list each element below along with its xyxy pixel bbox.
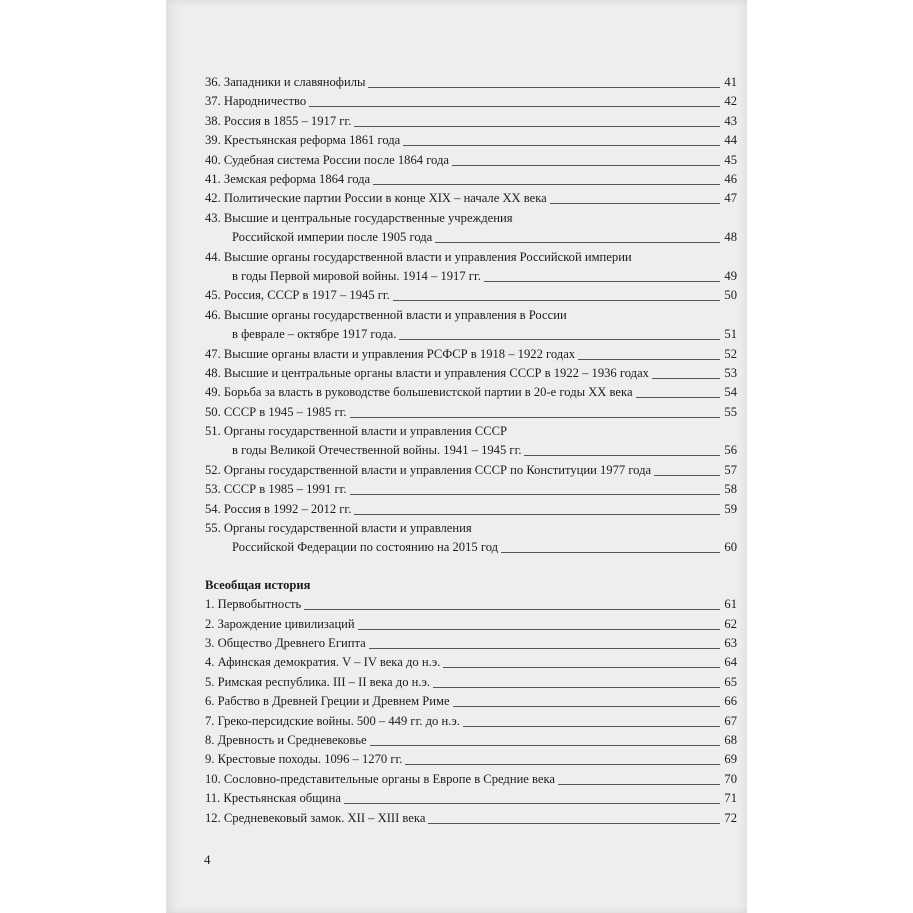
toc-entry (205, 92, 737, 111)
toc-entry-title: 51. Органы государственной власти и управления СССР (205, 424, 508, 439)
toc-leader-line (405, 750, 720, 765)
toc-entry-title: 11. Крестьянская община (205, 791, 341, 806)
toc-entry (205, 750, 737, 769)
toc-entry-page: 46 (724, 171, 737, 186)
toc-leader-line (393, 286, 720, 301)
section-title: Всеобщая история (205, 577, 311, 592)
toc-entry (205, 248, 737, 287)
toc-leader-line (368, 73, 720, 88)
toc-leader-line (309, 92, 720, 107)
toc-entry (205, 383, 737, 402)
toc-entry (205, 500, 737, 519)
toc-entry (205, 634, 737, 653)
toc-entry-page: 71 (724, 791, 737, 806)
toc-entry-page: 62 (724, 616, 737, 631)
toc-leader-line (435, 228, 720, 243)
toc-section-world-history (205, 595, 737, 828)
toc-entry-title-continuation: Российской империи после 1905 года (232, 230, 433, 245)
toc-entry-page: 51 (724, 327, 737, 342)
toc-entry-title: 8. Древность и Средневековье (205, 732, 367, 747)
toc-entry-title: 46. Высшие органы государственной власти и управления в России (205, 307, 567, 322)
toc-entry-page: 64 (724, 655, 737, 670)
toc-entry-title: 50. СССР в 1945 – 1985 гг. (205, 404, 347, 419)
toc-leader-line (350, 480, 720, 495)
toc-entry-title-continuation: в годы Великой Отечественной войны. 1941 – 1945 гг. (232, 443, 522, 458)
page-number: 4 (204, 852, 211, 867)
toc-section-russian-history (205, 73, 737, 558)
toc-entry-title: 53. СССР в 1985 – 1991 гг. (205, 482, 347, 497)
toc-entry-title: 52. Органы государственной власти и управления СССР по Конституции 1977 года (205, 462, 652, 477)
toc-entry (205, 189, 737, 208)
toc-entry-title: 5. Римская республика. III – II века до н.э. (205, 674, 431, 689)
toc-entry-title: 41. Земская реформа 1864 года (205, 171, 371, 186)
toc-entry-page: 42 (724, 94, 737, 109)
toc-leader-line (369, 634, 720, 649)
toc-entry-page: 68 (724, 732, 737, 747)
toc-leader-line (652, 364, 720, 379)
toc-entry (205, 286, 737, 305)
toc-entry-title: 3. Общество Древнего Египта (205, 636, 366, 651)
toc-entry (205, 770, 737, 789)
toc-leader-line (403, 131, 720, 146)
toc-entry (205, 209, 737, 248)
toc-entry-title: 39. Крестьянская реформа 1861 года (205, 133, 401, 148)
toc-entry-page: 65 (724, 674, 737, 689)
table-of-contents (205, 73, 737, 828)
book-page (166, 0, 747, 913)
toc-entry (205, 461, 737, 480)
toc-entry-title: 7. Греко-персидские войны. 500 – 449 гг. до н.э. (205, 713, 460, 728)
toc-leader-line (501, 538, 720, 553)
toc-entry (205, 422, 737, 461)
toc-entry-page: 44 (724, 133, 737, 148)
toc-entry-title-continuation: в годы Первой мировой войны. 1914 – 1917 гг. (232, 268, 481, 283)
toc-entry-page: 54 (724, 385, 737, 400)
toc-leader-line (304, 595, 720, 610)
toc-entry-title: 1. Первобытность (205, 597, 302, 612)
toc-leader-line (354, 500, 720, 515)
toc-leader-line (428, 809, 720, 824)
toc-leader-line (358, 615, 720, 630)
toc-entry-page: 70 (724, 771, 737, 786)
toc-entry-title: 37. Народничество (205, 94, 307, 109)
toc-leader-line (452, 151, 720, 166)
toc-entry (205, 364, 737, 383)
toc-leader-line (636, 383, 720, 398)
toc-leader-line (654, 461, 720, 476)
toc-entry-page: 41 (724, 75, 737, 89)
toc-leader-line (550, 189, 720, 204)
toc-entry-page: 57 (724, 462, 737, 477)
toc-entry-title: 49. Борьба за власть в руководстве большевистской партии в 20-е годы XX века (205, 385, 633, 400)
toc-entry (205, 170, 737, 189)
toc-leader-line (350, 403, 720, 418)
toc-entry-title: 54. Россия в 1992 – 2012 гг. (205, 501, 352, 516)
toc-entry-page: 55 (724, 404, 737, 419)
toc-entry (205, 809, 737, 828)
toc-entry (205, 306, 737, 345)
toc-entry-title: 45. Россия, СССР в 1917 – 1945 гг. (205, 288, 390, 303)
toc-entry (205, 653, 737, 672)
toc-entry-title: 44. Высшие органы государственной власти и управления Российской империи (205, 249, 632, 264)
toc-entry-title: 36. Западники и славянофилы (205, 75, 366, 89)
toc-leader-line (463, 712, 720, 727)
toc-leader-line (524, 441, 720, 456)
toc-entry-page: 45 (724, 152, 737, 167)
toc-entry-title: 42. Политические партии России в конце XIX – начале XX века (205, 191, 547, 206)
toc-entry (205, 345, 737, 364)
toc-entry-title: 43. Высшие и центральные государственные учреждения (205, 210, 513, 225)
toc-entry-page: 69 (724, 752, 737, 767)
toc-entry (205, 151, 737, 170)
toc-entry-title: 2. Зарождение цивилизаций (205, 616, 355, 631)
toc-entry-page: 53 (724, 365, 737, 380)
toc-entry-page: 63 (724, 636, 737, 651)
toc-entry-title: 10. Сословно-представительные органы в Европе в Средние века (205, 771, 556, 786)
toc-entry-page: 58 (724, 482, 737, 497)
toc-entry-page: 52 (724, 346, 737, 361)
toc-leader-line (453, 692, 720, 707)
toc-entry-title: 4. Афинская демократия. V – IV века до н.э. (205, 655, 441, 670)
toc-entry (205, 73, 737, 92)
toc-leader-line (370, 731, 720, 746)
toc-entry (205, 692, 737, 711)
toc-entry (205, 480, 737, 499)
toc-entry (205, 519, 737, 558)
toc-entry-page: 67 (724, 713, 737, 728)
toc-entry-page: 47 (724, 191, 737, 206)
toc-entry-page: 49 (724, 268, 737, 283)
toc-entry-page: 66 (724, 694, 737, 709)
toc-entry-title: 48. Высшие и центральные органы власти и управления СССР в 1922 – 1936 годах (205, 365, 649, 380)
toc-entry-title: 6. Рабство в Древней Греции и Древнем Риме (205, 694, 450, 709)
toc-entry-page: 50 (724, 288, 737, 303)
toc-entry (205, 789, 737, 808)
toc-entry-page: 48 (724, 230, 737, 245)
toc-leader-line (578, 345, 720, 360)
toc-leader-line (558, 770, 720, 785)
toc-entry-title: 38. Россия в 1855 – 1917 гг. (205, 113, 352, 128)
toc-entry-page: 59 (724, 501, 737, 516)
toc-leader-line (443, 653, 720, 668)
toc-entry (205, 615, 737, 634)
toc-entry-title: 47. Высшие органы власти и управления РСФСР в 1918 – 1922 годах (205, 346, 576, 361)
toc-leader-line (354, 112, 720, 127)
toc-leader-line (399, 325, 720, 340)
toc-leader-line (344, 789, 720, 804)
toc-entry-title-continuation: Российской Федерации по состоянию на 2015 год (232, 540, 499, 555)
toc-entry (205, 731, 737, 750)
toc-entry (205, 112, 737, 131)
toc-leader-line (433, 673, 720, 688)
toc-entry-title-continuation: в феврале – октябре 1917 года. (232, 327, 397, 342)
toc-entry (205, 403, 737, 422)
toc-leader-line (484, 267, 720, 282)
toc-entry-page: 61 (724, 597, 737, 612)
toc-entry (205, 131, 737, 150)
toc-entry-page: 72 (724, 810, 737, 825)
toc-entry-title: 12. Средневековый замок. XII – XIII века (205, 810, 426, 825)
toc-entry (205, 673, 737, 692)
toc-entry-title: 55. Органы государственной власти и управления (205, 521, 472, 536)
toc-entry-title: 40. Судебная система России после 1864 года (205, 152, 449, 167)
toc-entry-page: 60 (724, 540, 737, 555)
toc-entry (205, 595, 737, 614)
toc-leader-line (373, 170, 720, 185)
toc-entry-page: 43 (724, 113, 737, 128)
toc-entry-page: 56 (724, 443, 737, 458)
toc-entry (205, 712, 737, 731)
toc-entry-title: 9. Крестовые походы. 1096 – 1270 гг. (205, 752, 403, 767)
